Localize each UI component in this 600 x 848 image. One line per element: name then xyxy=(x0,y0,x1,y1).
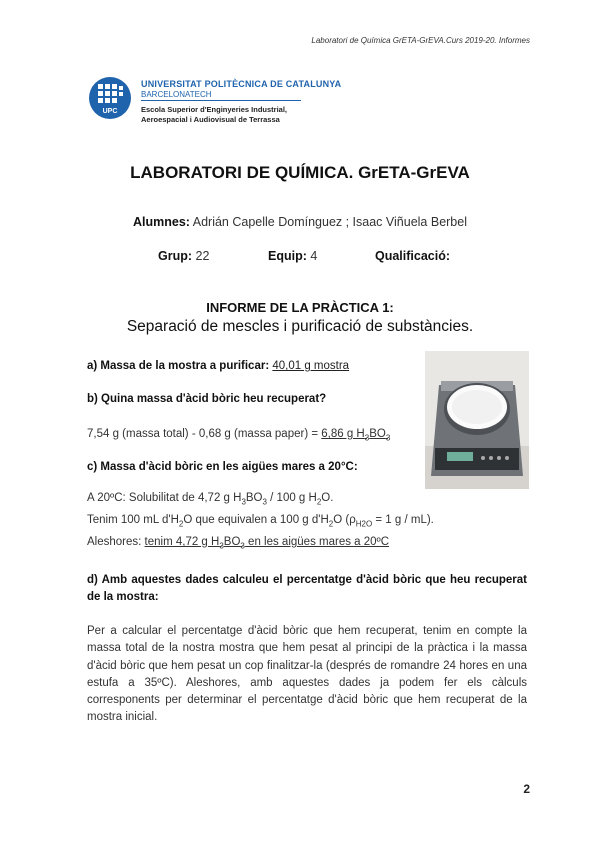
c-line-3: Aleshores: tenim 4,72 g $H_3BO_3$ en les aigües mares a 20ºC xyxy=(87,536,390,551)
balance-photo xyxy=(425,351,529,489)
grade-field xyxy=(375,249,450,263)
question-c-label: c) Massa d'àcid bòric en les aigües mares a 20°C: xyxy=(87,461,358,473)
students-line xyxy=(0,215,600,229)
school-name-line1: Escola Superior d'Enginyeries Industrial, xyxy=(141,105,287,114)
group-value: 22 xyxy=(195,249,210,263)
logo-text: UPC xyxy=(102,108,118,115)
c-line-1: A 20ºC: Solubilitat de 4,72 g $H_3BO_3 / 100$ g $H_2O$. xyxy=(87,492,334,507)
b-text: 7,54 g (massa total) - 0,68 g (massa paper) = xyxy=(87,428,322,440)
question-d-answer: Per a calcular el percentatge d'àcid bòric que hem recuperat, tenim en compte la massa total de la nostra mostra que hem pesat al principi de la pràctica i la massa d'àcid bòric que hem pesat un cop finalitzar-la (després de romandre 24 hores en una estufa a 35ºC). Aleshores, amb aquestes dades ja podem fer els càlculs corresponents per determinar el percentatge d'àcid bòric que hem recuperat de la mostra inicial. xyxy=(87,625,527,724)
report-title: INFORME DE LA PRÀCTICA 1: xyxy=(206,300,394,315)
c-line-2: Tenim 100 mL $d'H_2O$ que equivalen a 100 g $d'H_2O$ ($\rho_{H2O} = 1$ g / mL). xyxy=(87,514,434,529)
report-subtitle: Separació de mescles i purificació de substàncies. xyxy=(126,318,474,335)
group-field xyxy=(158,249,209,263)
question-a xyxy=(87,360,349,372)
team-label: Equip: xyxy=(268,249,307,263)
students-value: Adrián Capelle Domínguez ; Isaac Viñuela Berbel xyxy=(192,215,467,229)
question-b-label: b) Quina massa d'àcid bòric heu recuperat? xyxy=(87,393,327,405)
group-label: Grup: xyxy=(158,249,193,263)
students-label: Alumnes: xyxy=(133,215,190,229)
school-name-line2: Aeroespacial i Audiovisual de Terrassa xyxy=(141,115,280,124)
running-header: Laboratori de Química GrETA-GrEVA.Curs 2019-20. Informes xyxy=(311,36,530,45)
team-field xyxy=(268,249,317,263)
question-a-answer: 40,01 g mostra xyxy=(272,360,350,372)
page-number: 2 xyxy=(523,782,530,796)
upc-logo xyxy=(89,77,131,119)
document-title: LABORATORI DE QUÍMICA. GrETA-GrEVA xyxy=(130,163,470,182)
university-name: UNIVERSITAT POLITÈCNICA DE CATALUNYA xyxy=(141,79,342,89)
logo-divider xyxy=(141,100,301,101)
question-d-label: d) Amb aquestes dades calculeu el percentatge d'àcid bòric que heu recuperat de la mostra: xyxy=(87,574,527,603)
university-subname: BARCELONATECH xyxy=(141,90,212,99)
question-a-label: a) Massa de la mostra a purificar: xyxy=(87,360,270,372)
team-value: 4 xyxy=(310,249,318,263)
grade-label: Qualificació: xyxy=(375,249,451,263)
question-b-answer xyxy=(87,428,390,442)
b-result: 6,86 g $H_3BO_3$ xyxy=(321,428,391,443)
